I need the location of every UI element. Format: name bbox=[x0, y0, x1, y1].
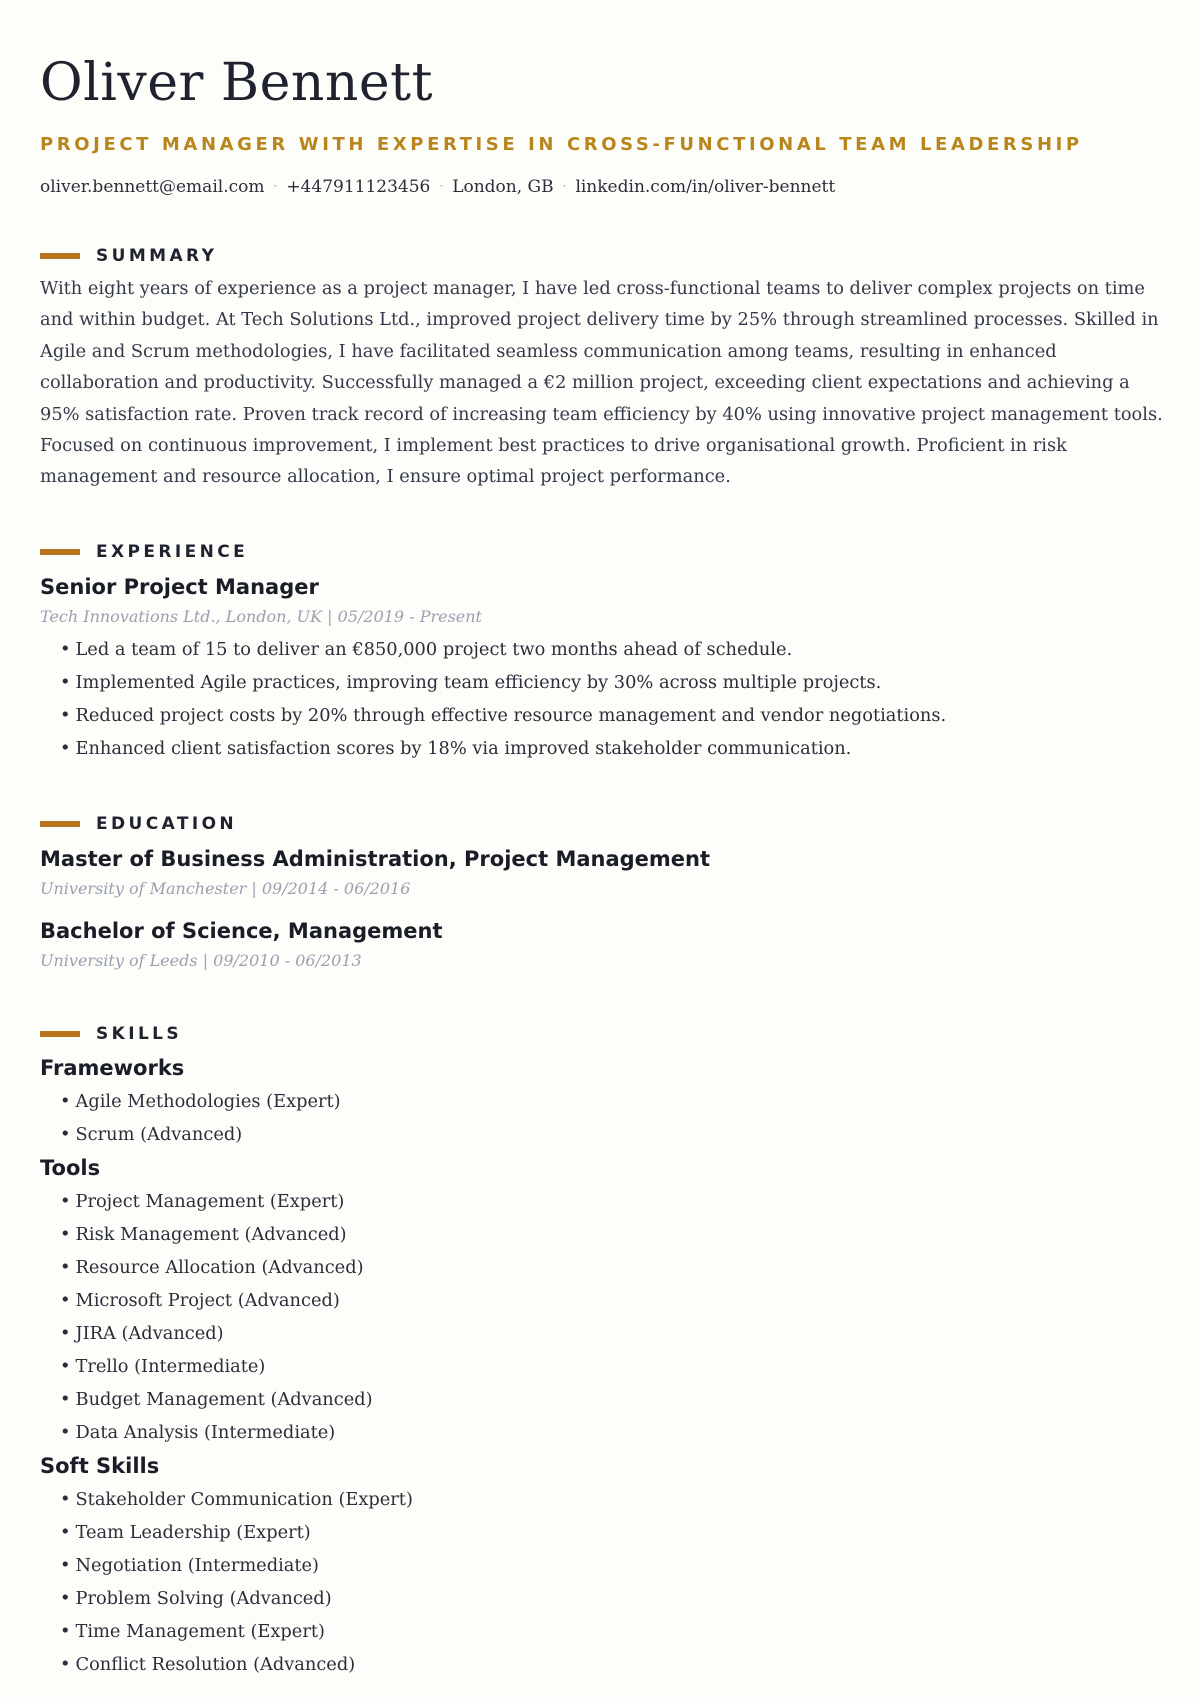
headline: PROJECT MANAGER WITH EXPERTISE IN CROSS-FUNCTIONAL TEAM LEADERSHIP bbox=[40, 134, 1083, 155]
contact-separator: · bbox=[439, 179, 444, 193]
section-accent-bar bbox=[40, 821, 80, 827]
list-item: • Trello (Intermediate) bbox=[60, 1350, 1160, 1383]
list-item: • Scrum (Advanced) bbox=[60, 1118, 1160, 1151]
list-item: • Data Analysis (Intermediate) bbox=[60, 1416, 1160, 1449]
section-accent-bar bbox=[40, 1031, 80, 1037]
candidate-name: Oliver Bennett bbox=[40, 53, 433, 113]
skill-category-title: Frameworks bbox=[40, 1055, 185, 1080]
list-item: • Microsoft Project (Advanced) bbox=[60, 1284, 1160, 1317]
list-item: • Time Management (Expert) bbox=[60, 1615, 1160, 1648]
skill-list bbox=[40, 1085, 1160, 1151]
skill-list bbox=[40, 1185, 1160, 1449]
list-item: • Reduced project costs by 20% through effective resource management and vendor negotiations. bbox=[60, 699, 1160, 732]
section-label: SKILLS bbox=[96, 1023, 183, 1044]
list-item: • Budget Management (Advanced) bbox=[60, 1383, 1160, 1416]
job-meta: Tech Innovations Ltd., London, UK | 05/2019 - Present bbox=[40, 606, 482, 626]
contact-separator: · bbox=[273, 179, 278, 193]
education-meta: University of Manchester | 09/2014 - 06/2016 bbox=[40, 878, 411, 898]
section-label: EDUCATION bbox=[96, 813, 238, 834]
list-item: • Stakeholder Communication (Expert) bbox=[60, 1483, 1160, 1516]
phone-number[interactable]: +447911123456 bbox=[286, 177, 431, 197]
job-title: Senior Project Manager bbox=[40, 574, 319, 599]
job-bullets bbox=[40, 633, 1160, 765]
linkedin-link[interactable]: linkedin.com/in/oliver-bennett bbox=[575, 177, 836, 197]
email-link[interactable]: oliver.bennett@email.com bbox=[40, 177, 265, 197]
education-entry bbox=[40, 915, 1160, 975]
summary-heading bbox=[40, 243, 1160, 269]
degree-title: Master of Business Administration, Project Management bbox=[40, 846, 711, 871]
skills-heading bbox=[40, 1021, 1160, 1047]
skill-category-title: Tools bbox=[40, 1155, 101, 1180]
list-item: • Resource Allocation (Advanced) bbox=[60, 1251, 1160, 1284]
section-accent-bar bbox=[40, 253, 80, 259]
summary-text: With eight years of experience as a project manager, I have led cross-functional teams to deliver complex projects on time and within budget. At Tech Solutions Ltd., improved project delivery time by 25% through streamlined processes. Skilled in Agile and Scrum methodologies, I have facilitated seamless communication among teams, resulting in enhanced collaboration and productivity. Successfully managed a €2 million project, exceeding client expectations and achieving a 95% satisfaction rate. Proven track record of increasing team efficiency by 40% using innovative project management tools. Focused on continuous improvement, I implement best practices to drive organisational growth. Proficient in risk management and resource allocation, I ensure optimal project performance. bbox=[40, 278, 1163, 488]
section-label: SUMMARY bbox=[96, 246, 218, 266]
list-item: • Project Management (Expert) bbox=[60, 1185, 1160, 1218]
list-item: • Led a team of 15 to deliver an €850,000 project two months ahead of schedule. bbox=[60, 633, 1160, 666]
list-item: • Team Leadership (Expert) bbox=[60, 1516, 1160, 1549]
list-item: • Agile Methodologies (Expert) bbox=[60, 1085, 1160, 1118]
contact-separator: · bbox=[562, 179, 567, 193]
education-heading bbox=[40, 811, 1160, 837]
list-item: • Problem Solving (Advanced) bbox=[60, 1582, 1160, 1615]
list-item: • Risk Management (Advanced) bbox=[60, 1218, 1160, 1251]
list-item: • Negotiation (Intermediate) bbox=[60, 1549, 1160, 1582]
list-item: • Enhanced client satisfaction scores by 18% via improved stakeholder communication. bbox=[60, 732, 1160, 765]
education-meta: University of Leeds | 09/2010 - 06/2013 bbox=[40, 950, 362, 970]
job-entry bbox=[40, 571, 1160, 765]
location: London, GB bbox=[452, 177, 554, 197]
skill-list bbox=[40, 1483, 1160, 1681]
skill-category-title: Soft Skills bbox=[40, 1453, 160, 1478]
list-item: • JIRA (Advanced) bbox=[60, 1317, 1160, 1350]
education-entry bbox=[40, 843, 1160, 903]
section-label: EXPERIENCE bbox=[96, 541, 249, 562]
section-accent-bar bbox=[40, 549, 80, 555]
list-item: • Conflict Resolution (Advanced) bbox=[60, 1648, 1160, 1681]
degree-title: Bachelor of Science, Management bbox=[40, 918, 443, 943]
list-item: • Implemented Agile practices, improving team efficiency by 30% across multiple projects. bbox=[60, 666, 1160, 699]
experience-heading bbox=[40, 539, 1160, 565]
contact-line bbox=[40, 177, 1160, 197]
